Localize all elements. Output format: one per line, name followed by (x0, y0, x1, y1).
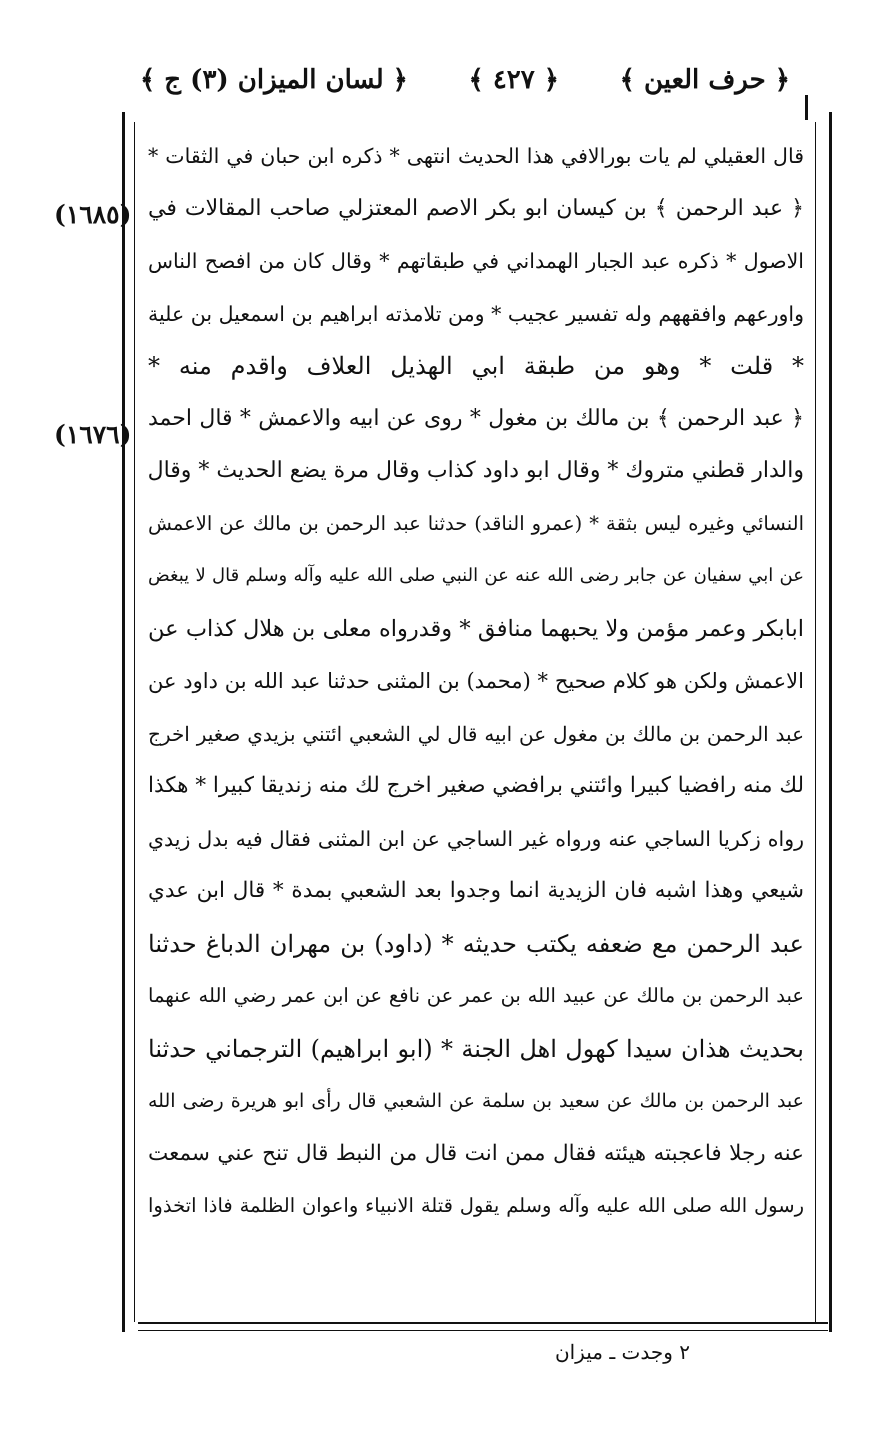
text-line: شيعي وهذا اشبه فان الزيدية انما وجدوا بعد الشعبي بمدة * قال ابن عدي (148, 878, 804, 903)
header-chapter: ﴿ حرف العين ﴾ (619, 65, 790, 95)
text-line: بحديث هذان سيدا كهول اهل الجنة * (ابو ابراهيم) الترجماني حدثنا (148, 1034, 804, 1063)
text-line: عبد الرحمن بن مالك عن عبيد الله بن عمر عن نافع عن ابن عمر رضي الله عنهما (148, 984, 804, 1007)
text-line: عبد الرحمن بن مالك عن سعيد بن سلمة عن الشعبي قال رأى ابو هريرة رضى الله (148, 1090, 804, 1112)
text-line: عنه رجلا فاعجبته هيئته فقال ممن انت قال من النبط قال تنح عني سمعت (148, 1140, 804, 1166)
bottom-rule-thin (138, 1330, 828, 1331)
text-line: قال العقيلي لم يات بورالافي هذا الحديث انتهى * ذكره ابن حبان في الثقات * (148, 144, 804, 168)
text-line: واورعهم وافقههم وله تفسير عجيب * ومن تلامذته ابراهيم بن اسمعيل بن علية (148, 301, 804, 326)
text-line: عن ابي سفيان عن جابر رضى الله عنه عن النبي صلى الله عليه وآله وسلم قال لا يبغض (148, 565, 804, 586)
text-line: لك منه رافضيا كبيرا وائتني برافضي صغير اخرج لك منه زنديقا كبيرا * هكذا (148, 773, 804, 798)
text-line: النسائي وغيره ليس بثقة * (عمرو الناقد) حدثنا عبد الرحمن بن مالك عن الاعمش (148, 511, 804, 535)
text-line: والدار قطني متروك * وقال ابو داود كذاب وقال مرة يضع الحديث * وقال (148, 458, 804, 483)
text-line: الاعمش ولكن هو كلام صحيح * (محمد) بن المثنى حدثنا عبد الله بن داود عن (148, 669, 804, 693)
text-line: ابابكر وعمر مؤمن ولا يحبهما منافق * وقدرواه معلى بن هلال كذاب عن (148, 615, 804, 642)
text-line: ﴿ عبد الرحمن ﴾ بن كيسان ابو بكر الاصم المعتزلي صاحب المقالات في (148, 195, 804, 221)
text-line: ﴿ عبد الرحمن ﴾ بن مالك بن مغول * روى عن ابيه والاعمش * قال احمد (148, 405, 804, 431)
header-page-number: ﴿ ٤٢٧ ﴾ (468, 65, 560, 95)
text-line: عبد الرحمن مع ضعفه يكتب حديثه * (داود) بن مهران الدباغ حدثنا (148, 929, 804, 958)
entry-number-1676: (١٦٧٦) (54, 420, 132, 449)
text-line: * قلت * وهو من طبقة ابي الهذيل العلاف واقدم منه * (148, 352, 804, 380)
header-book-title: ﴿ لسان الميزان (٣) ج ﴾ (140, 65, 408, 95)
text-line: رواه زكريا الساجي عنه ورواه غير الساجي عن ابن المثنى فقال فيه بدل زيدي (148, 826, 804, 851)
running-header (140, 60, 790, 100)
text-line: الاصول * ذكره عبد الجبار الهمداني في طبقاتهم * وقال كان من افصح الناس (148, 249, 804, 273)
footnote: ٢ وجدت ـ ميزان (554, 1340, 690, 1364)
body-text (148, 130, 804, 1320)
bottom-rule (138, 1322, 828, 1324)
text-line: عبد الرحمن بن مالك بن مغول عن ابيه قال لي الشعبي ائتني بزيدي صغير اخرج (148, 721, 804, 746)
entry-number-1685: (١٦٨٥) (54, 200, 132, 229)
text-line: رسول الله صلى الله عليه وآله وسلم يقول قتلة الانبياء واعوان الظلمة فاذا اتخذوا (148, 1194, 804, 1217)
